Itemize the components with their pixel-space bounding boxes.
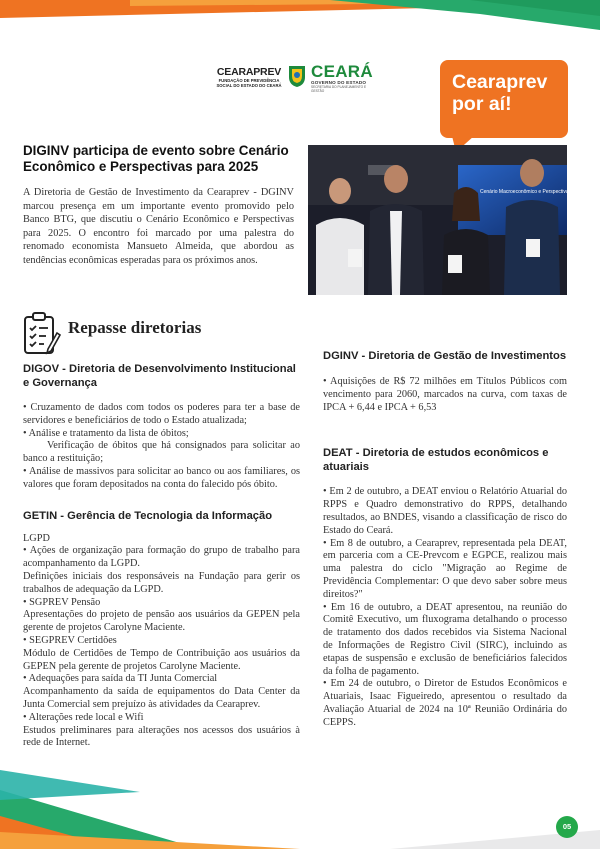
getin-item: LGPD bbox=[23, 532, 50, 544]
getin-item: Acompanhamento da saída de equipamentos do Data Center da Junta Comercial sem prejuízo às atividades da Cearaprev. bbox=[23, 686, 300, 710]
deat-item: • Em 8 de outubro, a Cearaprev, representada pela DEAT, em parceria com a CE-Prevcom e EGPCE, realizou mais uma palestra do ciclo "Migração ao Regime de Previdência Complementar: O que devo saber sobre meus direitos?" bbox=[323, 537, 567, 600]
digov-item: • Cruzamento de dados com todos os poderes para ter a base de servidores e beneficiários de todo o Estado atualizada; bbox=[23, 402, 300, 426]
getin-item: Apresentações do projeto de pensão aos usuários da GEPEN pela gerente de projetos Carolyne Maciente. bbox=[23, 609, 300, 634]
getin-item: Módulo de Certidões de Tempo de Contribuição aos usuários da GEPEN pela gerente de projetos Carolyne Maciente. bbox=[23, 647, 300, 672]
dginv-heading: DGINV - Diretoria de Gestão de Investimentos bbox=[323, 350, 567, 362]
cearaprev-logo: CEARAPREV FUNDAÇÃO DE PREVIDÊNCIA SOCIAL DO ESTADO DO CEARÁ bbox=[216, 66, 282, 88]
digov-item: • Análise e tratamento da lista de óbitos; bbox=[23, 427, 189, 439]
event-photo bbox=[308, 145, 596, 295]
deat-heading: DEAT - Diretoria de estudos econômicos e atuariais bbox=[323, 447, 549, 474]
top-decoration bbox=[0, 0, 600, 60]
getin-item: • SGPREV Pensão bbox=[23, 596, 101, 608]
deat-item: • Em 16 de outubro, a DEAT apresentou, na reunião do Comitê Executivo, um fluxograma detalhando o processo de tratamento dos dados recebidos via Sistema Nacional de Informações de Registro Civil (SIRC), incluindo as etapas de suspensão e exclusão de beneficiários falecidos da folha de pagamento. bbox=[323, 601, 567, 677]
getin-item: • Ações de organização para formação do grupo de trabalho para acompanhamento da LGPD. bbox=[23, 545, 300, 570]
article-body: A Diretoria de Gestão de Investimento da Cearaprev - DGINV marcou presença em um importante evento promovido pelo Banco BTG, que discutiu o Cenário Econômico e Perspectivas para 2025. O encontro foi marcado por uma palestra do renomado economista Mansueto Almeida, que abordou as tendências econômicas esperadas para os próximos anos. bbox=[23, 187, 294, 266]
section-title: Repasse diretorias bbox=[68, 318, 202, 337]
getin-item: Definições iniciais dos responsáveis na Fundação para gerir os trabalhos de adequação da LGPD. bbox=[23, 570, 300, 595]
page-number: 05 bbox=[556, 816, 578, 838]
getin-item: • Adequações para saída da TI Junta Comercial bbox=[23, 673, 218, 685]
ceara-government-logo: CEARÁ GOVERNO DO ESTADO SECRETARIA DO PLANEJAMENTO E GESTÃO bbox=[287, 62, 383, 94]
article-title: DIGINV participa de evento sobre Cenário Econômico e Perspectivas para 2025 bbox=[23, 143, 289, 174]
getin-item: • SEGPREV Certidões bbox=[23, 634, 117, 646]
digov-item: Verificação de óbitos que há consignados para solicitar ao banco a restituição; bbox=[23, 440, 300, 465]
digov-heading: DIGOV - Diretoria de Desenvolvimento Institucional e Governança bbox=[23, 363, 296, 389]
getin-item: Estudos preliminares para alterações nos acessos dos usuários à rede de Internet. bbox=[23, 724, 300, 749]
digov-item: • Análise de massivos para solicitar ao banco ou aos familiares, os valores que foram depositados na conta do falecido pós óbito. bbox=[23, 465, 300, 490]
right-column bbox=[323, 349, 567, 730]
screen-text: Cenário Macroeconômico e Perspectivas para 2025 bbox=[480, 189, 596, 195]
deat-item: • Em 2 de outubro, a DEAT enviou o Relatório Atuarial do RPPS e Quadro demonstrativo do RPPS, detalhando resultados, ao BNDES, visando a classificação de risco do Estado do Ceará. bbox=[323, 486, 567, 536]
clipboard-checklist-icon bbox=[22, 311, 60, 355]
dginv-item: • Aquisições de R$ 72 milhões em Títulos Públicos com vencimento para 2060, marcados na curva, com taxas de IPCA + 6,44 e IPCA + 6,53 bbox=[323, 376, 567, 413]
bottom-decoration bbox=[0, 770, 600, 849]
deat-item: • Em 24 de outubro, o Diretor de Estudos Econômicos e Atuariais, Isaac Figueiredo, apresentou o resultado da Avaliação Atuarial de 2024 na 10ª Reunião Ordinária do CEPPS. bbox=[323, 678, 567, 728]
getin-heading: GETIN - Gerência de Tecnologia da Informação bbox=[23, 509, 273, 522]
state-seal-icon bbox=[287, 64, 307, 88]
cearaprev-por-ai-badge: Cearaprev por aí! bbox=[440, 60, 568, 138]
getin-item: • Alterações rede local e Wifi bbox=[23, 711, 144, 723]
left-column bbox=[23, 362, 300, 750]
